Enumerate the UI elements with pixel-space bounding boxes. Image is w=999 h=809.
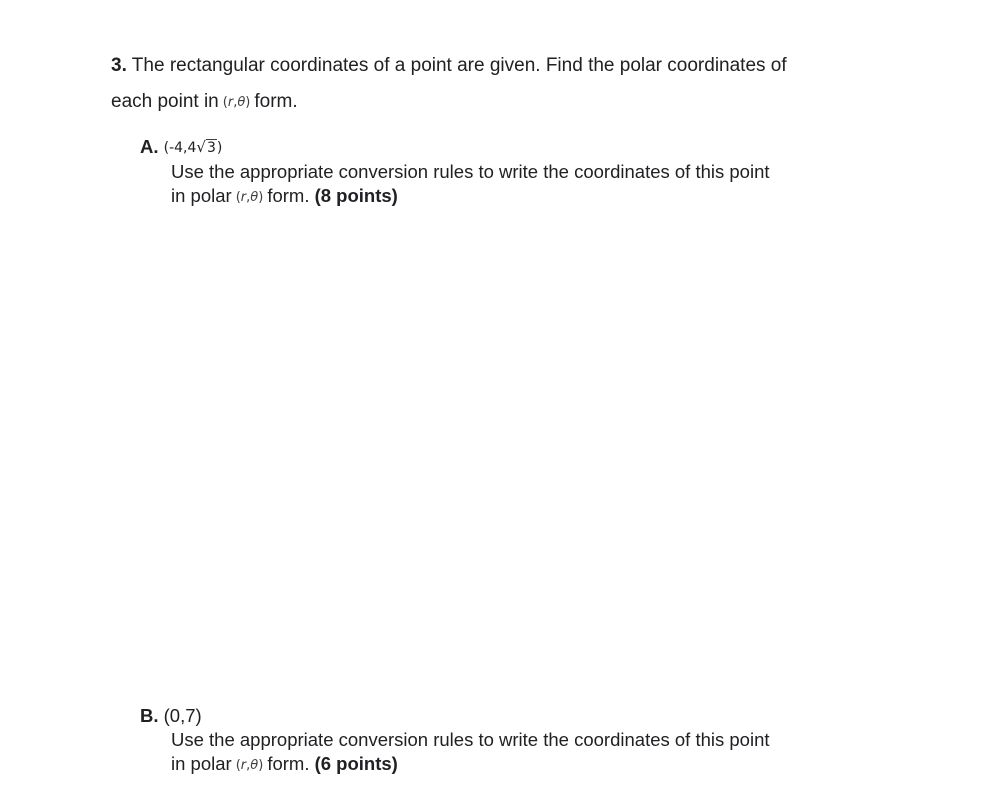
sqrt-symbol: √: [196, 138, 206, 156]
part-a-notation-r: r: [240, 190, 247, 205]
part-b-instruction-line-2-suffix: form.: [267, 753, 310, 774]
notation-theta: θ: [237, 95, 246, 110]
question-number: 3.: [111, 55, 127, 76]
part-b-notation-theta: θ: [250, 758, 259, 773]
part-a-instruction-line-1: Use the appropriate conversion rules to write the coordinates of this point: [171, 161, 770, 182]
question-text-line-2-suffix: form.: [254, 91, 298, 112]
part-a-polar-notation: (r,θ): [235, 190, 264, 205]
part-a: [140, 135, 860, 210]
part-a-point-prefix: (-4,4: [163, 140, 197, 156]
part-b-letter: B.: [140, 705, 159, 726]
part-b-instruction-line-2-prefix: in polar: [171, 753, 232, 774]
part-a-letter: A.: [140, 136, 159, 157]
question-line-2: [111, 84, 871, 121]
sqrt-expression: [196, 135, 216, 160]
part-b-notation-r: r: [240, 758, 247, 773]
part-a-instruction-line-2-suffix: form.: [267, 185, 310, 206]
part-a-heading: [140, 135, 860, 160]
sqrt-argument: 3: [206, 140, 216, 156]
question-text-line-1: The rectangular coordinates of a point are given. Find the polar coordinates of: [131, 55, 787, 76]
part-a-instruction-line-2-prefix: in polar: [171, 185, 232, 206]
part-b: [140, 704, 860, 778]
part-a-instruction: [171, 160, 860, 210]
part-b-instruction: [171, 728, 860, 778]
part-b-instruction-line-1: Use the appropriate conversion rules to write the coordinates of this point: [171, 729, 770, 750]
part-a-notation-theta: θ: [250, 190, 259, 205]
part-a-point: [164, 135, 223, 160]
notation-r: r: [227, 95, 234, 110]
question-text-line-2-prefix: each point in: [111, 91, 219, 112]
part-a-point-suffix: ): [216, 140, 223, 156]
part-b-point: (0,7): [163, 705, 202, 726]
part-b-points: (6 points): [314, 753, 398, 774]
part-b-heading: [140, 704, 860, 728]
polar-notation: (r,θ): [222, 95, 251, 110]
part-b-polar-notation: (r,θ): [235, 758, 264, 773]
question-line-1: [111, 48, 871, 84]
question-3: [111, 48, 871, 121]
part-a-points: (8 points): [314, 185, 398, 206]
